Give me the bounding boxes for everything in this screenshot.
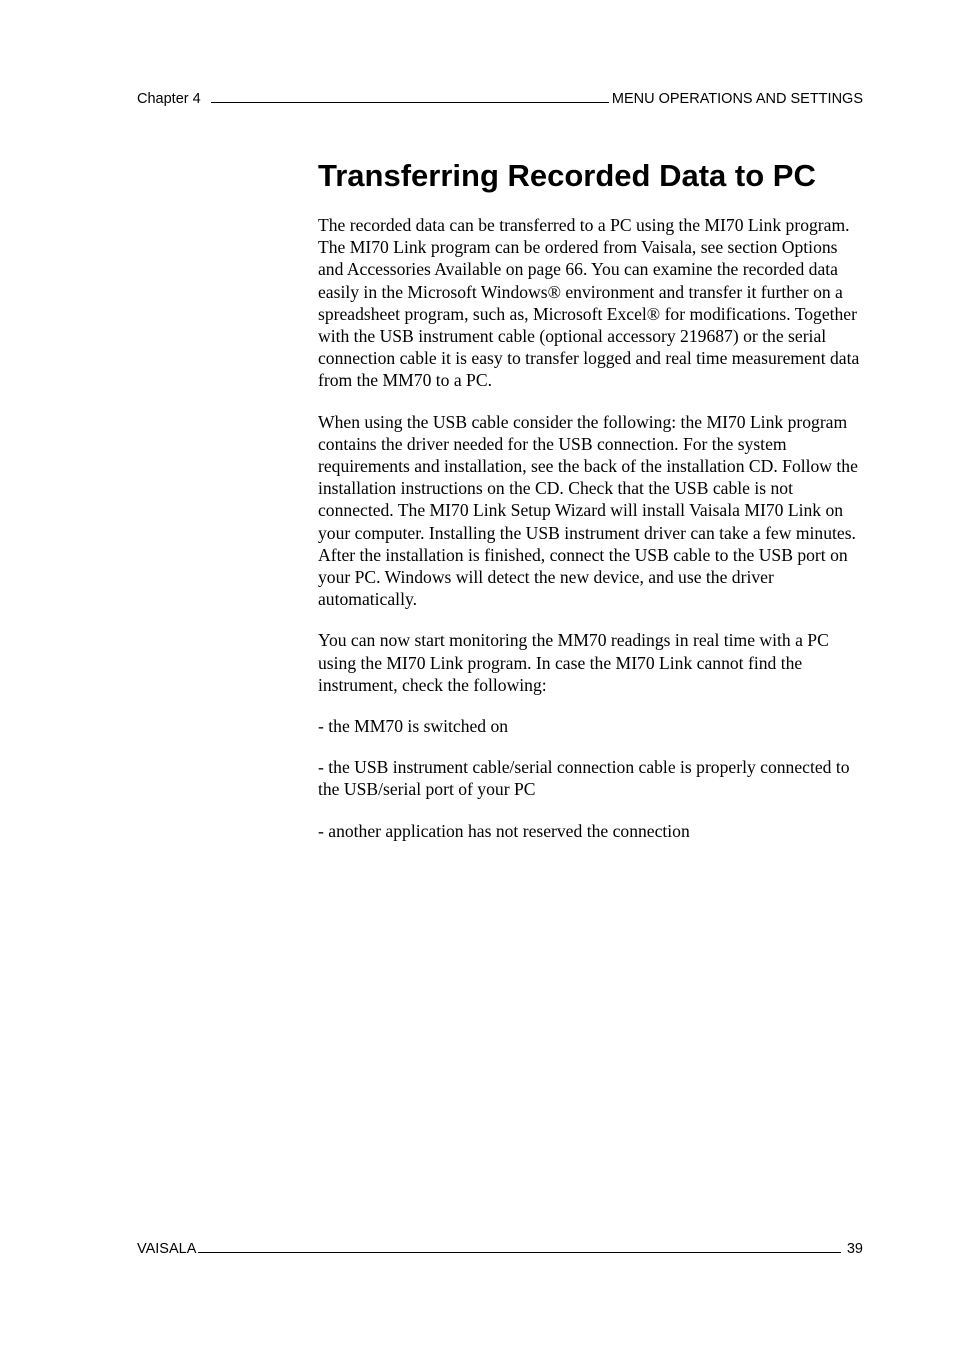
section-title: MENU OPERATIONS AND SETTINGS xyxy=(611,91,863,107)
chapter-label: Chapter 4 xyxy=(137,91,201,107)
page-number: 39 xyxy=(846,1241,863,1257)
header-rule xyxy=(211,90,609,103)
paragraph: The recorded data can be transferred to a PC using the MI70 Link program. The MI70 Link program can be ordered from Vaisala, see section Options and Accessories Available on page 66. You can examine the recorded data easily in the Microsoft Windows® environment and transfer it further on a spreadsheet program, such as, Microsoft Excel® for modifications. Together with the USB instrument cable (optional accessory 219687) or the serial connection cable it is easy to transfer logged and real time measurement data from the MM70 to a PC. xyxy=(318,215,860,391)
list-item: - the MM70 is switched on xyxy=(318,716,509,737)
list-item: - another application has not reserved the connection xyxy=(318,820,690,841)
page-footer xyxy=(137,1240,863,1257)
list-item: - the USB instrument cable/serial connection cable is properly connected to the USB/serial port of your PC xyxy=(318,757,850,800)
paragraph: You can now start monitoring the MM70 readings in real time with a PC using the MI70 Link program. In case the MI70 Link cannot find the instrument, check the following: xyxy=(318,630,829,695)
page-title: Transferring Recorded Data to PC xyxy=(318,158,816,193)
footer-rule xyxy=(198,1240,840,1253)
paragraph: When using the USB cable consider the following: the MI70 Link program contains the driver needed for the USB connection. For the system requirements and installation, see the back of the installation CD. Follow the installation instructions on the CD. Check that the USB cable is not connected. The MI70 Link Setup Wizard will install Vaisala MI70 Link on your computer. Installing the USB instrument driver can take a few minutes. After the installation is finished, connect the USB cable to the USB port on your PC. Windows will detect the new device, and use the driver automatically. xyxy=(318,411,858,610)
page-header xyxy=(137,90,863,107)
body-text xyxy=(318,214,866,861)
company-name: VAISALA xyxy=(137,1241,197,1257)
